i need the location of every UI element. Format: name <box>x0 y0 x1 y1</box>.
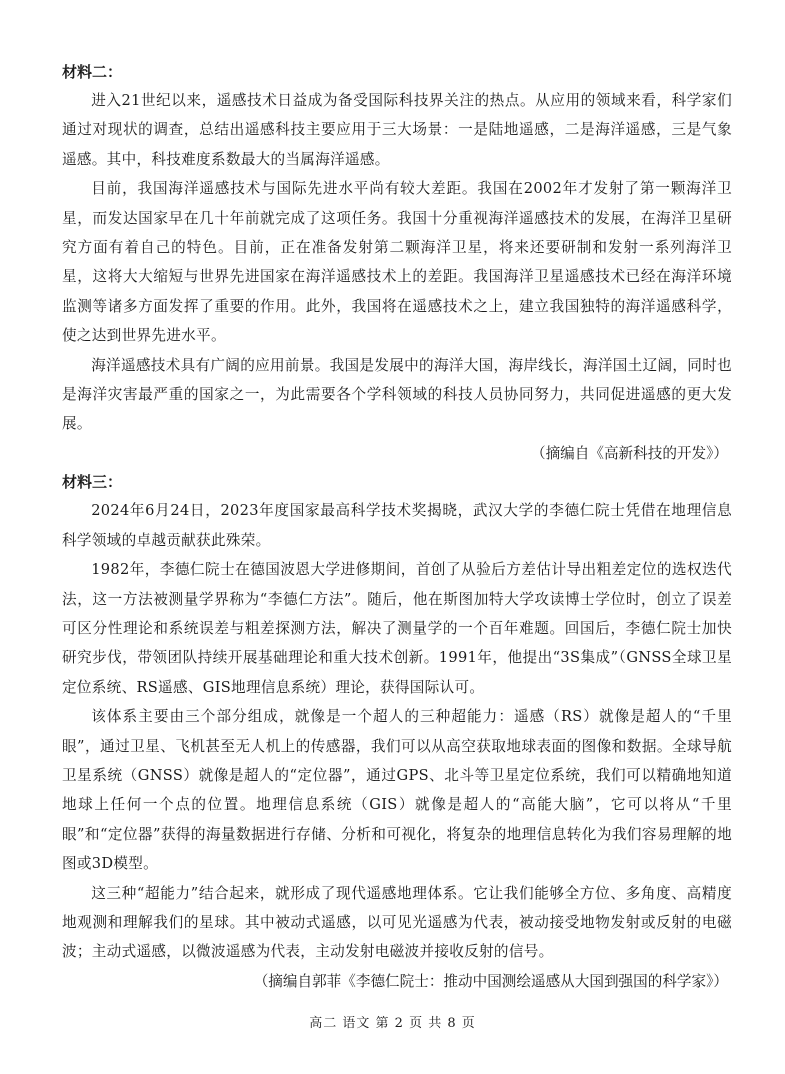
material-two-section <box>62 58 732 468</box>
document-page <box>62 58 732 996</box>
material-two-source: （摘编自《高新科技的开发》） <box>530 444 728 462</box>
material-three-paragraph: 2024年6月24日，2023年度国家最高科学技术奖揭晓，武汉大学的李德仁院士凭借在地理信息科学领域的卓越贡献获此殊荣。 <box>62 502 732 549</box>
material-three-paragraph: 该体系主要由三个部分组成，就像是一个超人的三种超能力：遥感（RS）就像是超人的“千里眼”，通过卫星、飞机甚至无人机上的传感器，我们可以从高空获取地球表面的图像和数据。全球导航卫星系统（GNSS）就像是超人的“定位器”，通过GPS、北斗等卫星定位系统，我们可以精确地知道地球上任何一个点的位置。地理信息系统（GIS）就像是超人的“高能大脑”，它可以将从“千里眼”和“定位器”获得的海量数据进行存储、分析和可视化，将复杂的地理信息转化为我们容易理解的地图或3D模型。 <box>62 708 732 873</box>
material-three-paragraph: 1982年，李德仁院士在德国波恩大学进修期间，首创了从验后方差估计导出粗差定位的选权迭代法，这一方法被测量学界称为“李德仁方法”。随后，他在斯图加特大学攻读博士学位时，创立了误差可区分性理论和系统误差与粗差探测方法，解决了测量学的一个百年难题。回国后，李德仁院士加快研究步伐，带领团队持续开展基础理论和重大技术创新。1991年，他提出“3S集成”（GNSS全球卫星定位系统、RS遥感、GIS地理信息系统）理论，获得国际认可。 <box>62 561 732 696</box>
material-three-section <box>62 468 732 996</box>
material-three-paragraph: 这三种“超能力”结合起来，就形成了现代遥感地理体系。它让我们能够全方位、多角度、高精度地观测和理解我们的星球。其中被动式遥感，以可见光遥感为代表，被动接受地物发射或反射的电磁波；主动式遥感，以微波遥感为代表，主动发射电磁波并接收反射的信号。 <box>62 884 732 961</box>
material-three-source: （摘编自郭菲《李德仁院士：推动中国测绘遥感从大国到强国的科学家》） <box>253 972 728 990</box>
material-two-paragraph: 进入21世纪以来，遥感技术日益成为备受国际科技界关注的热点。从应用的领域来看，科学家们通过对现状的调查，总结出遥感科技主要应用于三大场景：一是陆地遥感，二是海洋遥感，三是气象遥感。其中，科技难度系数最大的当属海洋遥感。 <box>62 92 732 168</box>
material-three-heading: 材料三： <box>62 473 123 492</box>
material-two-heading: 材料二： <box>62 63 123 81</box>
page-footer: 高二 语文 第 2 页 共 8 页 <box>309 1016 476 1031</box>
material-two-paragraph: 目前，我国海洋遥感技术与国际先进水平尚有较大差距。我国在2002年才发射了第一颗海洋卫星，而发达国家早在几十年前就完成了这项任务。我国十分重视海洋遥感技术的发展，在海洋卫星研究方面有着自己的特色。目前，正在准备发射第二颗海洋卫星，将来还要研制和发射一系列海洋卫星，这将大大缩短与世界先进国家在海洋遥感技术上的差距。我国海洋卫星遥感技术已经在海洋环境监测等诸多方面发挥了重要的作用。此外，我国将在遥感技术之上，建立我国独特的海洋遥感科学，使之达到世界先进水平。 <box>62 180 732 345</box>
material-two-paragraph: 海洋遥感技术具有广阔的应用前景。我国是发展中的海洋大国，海岸线长，海洋国土辽阔，同时也是海洋灾害最严重的国家之一，为此需要各个学科领域的科技人员协同努力，共同促进遥感的更大发展。 <box>62 356 732 433</box>
